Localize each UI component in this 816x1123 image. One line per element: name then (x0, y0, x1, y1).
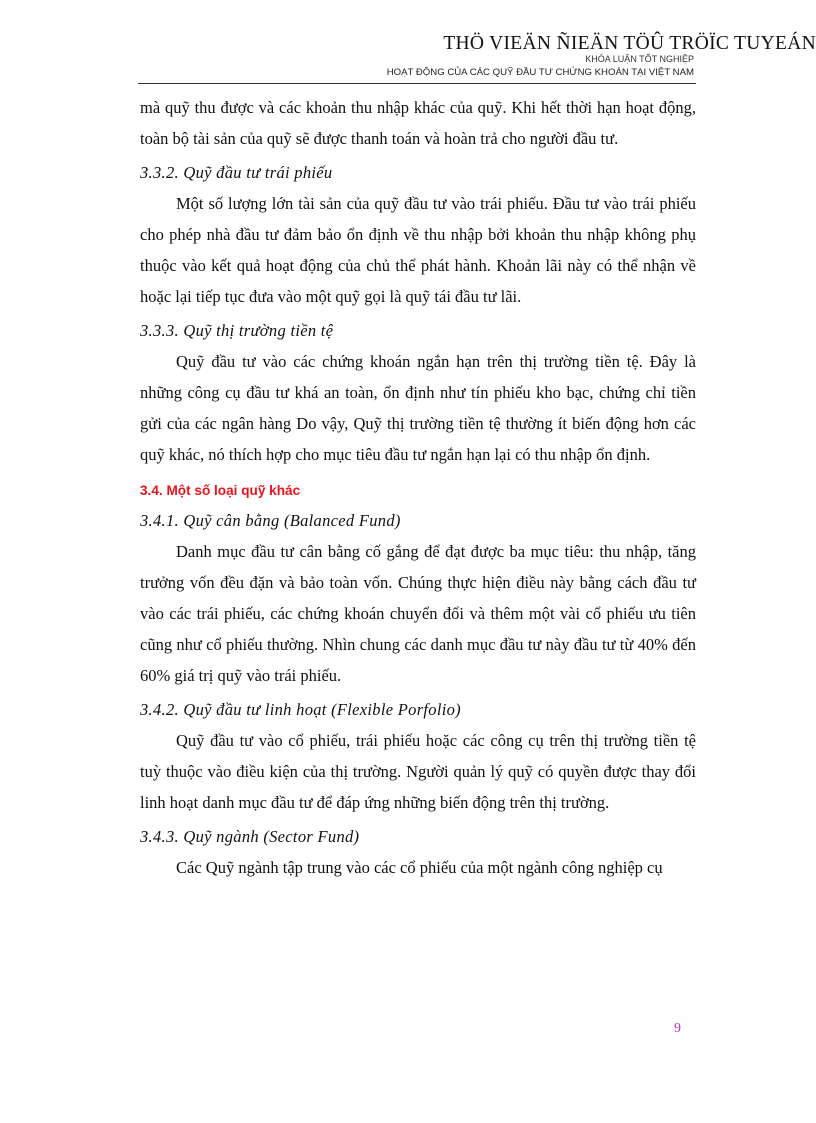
header-thesis-title: HOẠT ĐỘNG CỦA CÁC QUỸ ĐẦU TƯ CHỨNG KHOÁN TẠI VIỆT NAM (386, 67, 694, 78)
paragraph-bond-fund: Một số lượng lớn tài sản của quỹ đầu tư vào trái phiếu. Đầu tư vào trái phiếu cho phép nhà đầu tư đảm bảo ổn định về thu nhập bởi khoản thu nhập không phụ thuộc vào kết quả hoạt động của chủ thể phát hành. Khoản lãi này có thể nhận về hoặc lại tiếp tục đưa vào một quỹ gọi là quỹ tái đầu tư lãi. (140, 194, 696, 306)
subheading-3-3-2: 3.3.2. Quỹ đầu tư trái phiếu (140, 163, 333, 182)
subheading-3-4-1: 3.4.1. Quỹ cân bằng (Balanced Fund) (140, 511, 401, 530)
section-heading-3-4: 3.4. Một số loại quỹ khác (140, 483, 301, 498)
subheading-3-4-3: 3.4.3. Quỹ ngành (Sector Fund) (140, 827, 360, 846)
page-body (140, 92, 696, 883)
paragraph-balanced-fund: Danh mục đầu tư cân bằng cố gắng để đạt được ba mục tiêu: thu nhập, tăng trưởng vốn đều đặn và bảo toàn vốn. Chúng thực hiện điều này bằng cách đầu tư vào các trái phiếu, các chứng khoán chuyển đổi và thêm một vài cổ phiếu ưu tiên cũng như cổ phiếu thường. Nhìn chung các danh mục đầu tư này đầu tư từ 40% đến 60% giá trị quỹ vào trái phiếu. (140, 542, 696, 685)
paragraph-sector-fund: Các Quỹ ngành tập trung vào các cổ phiếu của một ngành công nghiệp cụ (176, 858, 663, 877)
header-divider (138, 83, 696, 84)
page-number: 9 (674, 1021, 681, 1036)
header-thesis-label: KHÓA LUẬN TỐT NGHIỆP (585, 54, 694, 64)
watermark-text: THÖ VIEÄN ÑIEÄN TÖÛ TRÖÏC TUYEÁN (443, 33, 816, 54)
paragraph-flexible-portfolio: Quỹ đầu tư vào cổ phiếu, trái phiếu hoặc các công cụ trên thị trường tiền tệ tuỳ thuộc vào điều kiện của thị trường. Người quản lý quỹ có quyền được thay đổi linh hoạt danh mục đầu tư để đáp ứng những biến động trên thị trường. (140, 731, 696, 812)
subheading-3-3-3: 3.3.3. Quỹ thị trường tiền tệ (140, 321, 334, 340)
subheading-3-4-2: 3.4.2. Quỹ đầu tư linh hoạt (Flexible Porfolio) (140, 700, 461, 719)
paragraph-money-market-fund: Quỹ đầu tư vào các chứng khoán ngắn hạn trên thị trường tiền tệ. Đây là những công cụ đầu tư khá an toàn, ổn định như tín phiếu kho bạc, chứng chỉ tiền gửi của các ngân hàng Do vậy, Quỹ thị trường tiền tệ thường ít biến động hơn các quỹ khác, nó thích hợp cho mục tiêu đầu tư ngắn hạn lại có thu nhập ổn định. (140, 352, 696, 464)
paragraph-continuation: mà quỹ thu được và các khoản thu nhập khác của quỹ. Khi hết thời hạn hoạt động, toàn bộ tài sản của quỹ sẽ được thanh toán và hoàn trả cho người đầu tư. (140, 98, 696, 148)
